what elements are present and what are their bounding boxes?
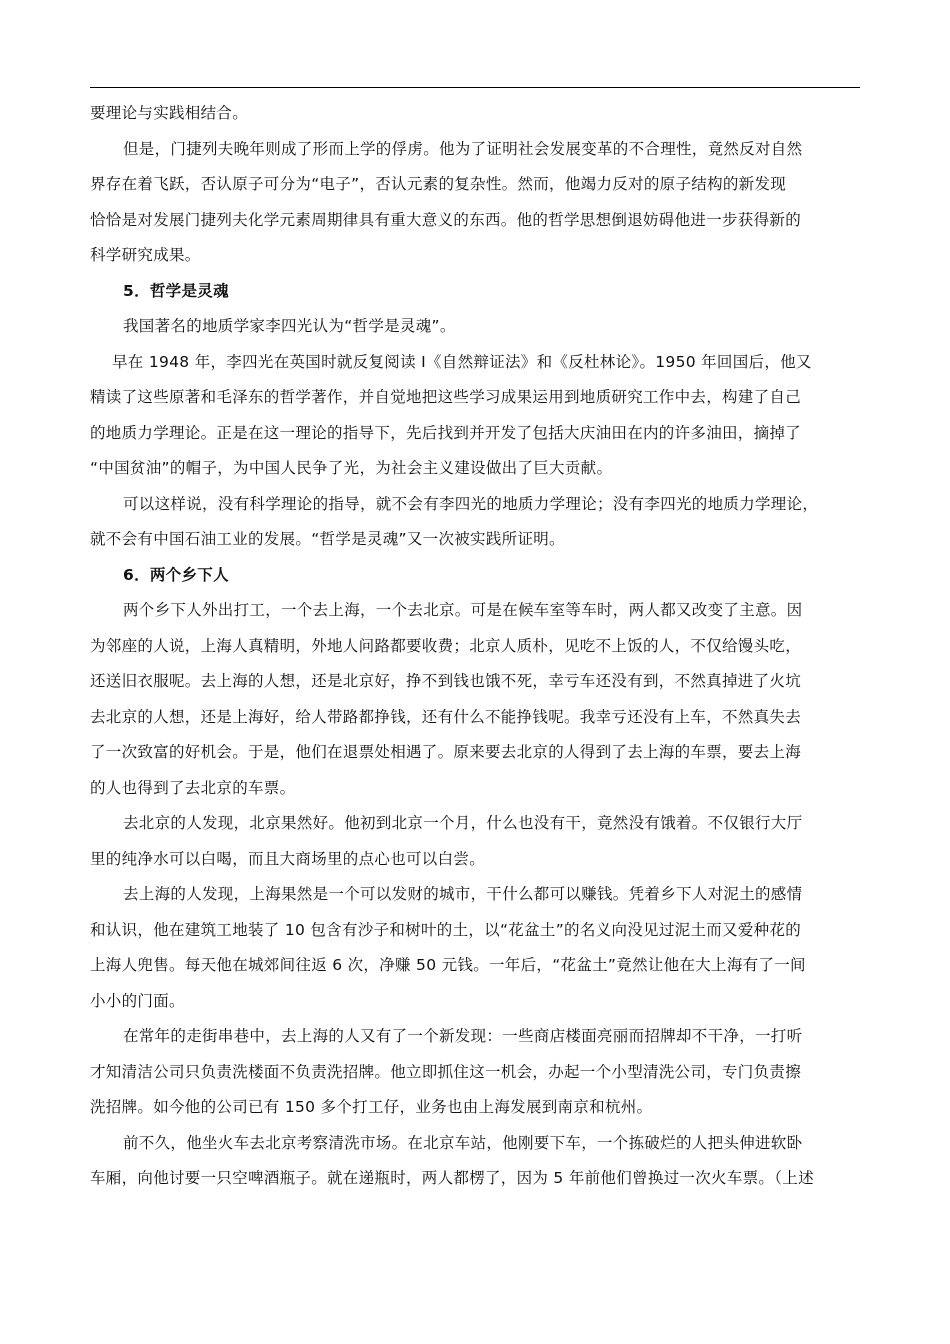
text-line: 上海人兜售。每天他在城郊间往返 6 次，净赚 50 元钱。一年后，“花盆土”竟然让他在大上海有了一间 — [90, 956, 806, 974]
document-body — [90, 96, 865, 1197]
text-line: 了一次致富的好机会。于是，他们在退票处相遇了。原来要去北京的人得到了去上海的车票，要去上海 — [90, 743, 802, 761]
text-line: 的人也得到了去北京的车票。 — [90, 778, 296, 797]
text-line: 恰恰是对发展门捷列夫化学元素周期律具有重大意义的东西。他的哲学思想倒退妨碍他进一步获得新的 — [90, 210, 802, 229]
text-line: 才知清洁公司只负责洗楼面不负责洗招牌。他立即抓住这一机会，办起一个小型清洗公司，专门负责擦 — [90, 1062, 802, 1081]
section-heading-5: 5．哲学是灵魂 — [123, 281, 229, 300]
text-line: 去北京的人发现，北京果然好。他初到北京一个月，什么也没有干，竟然没有饿着。不仅银行大厅 — [123, 814, 803, 832]
text-line: 我国著名的地质学家李四光认为“哲学是灵魂”。 — [123, 317, 456, 335]
text-line: 要理论与实践相结合。 — [90, 104, 249, 122]
text-line: “中国贫油”的帽子，为中国人民争了光，为社会主义建设做出了巨大贡献。 — [90, 459, 613, 477]
text-line: 小小的门面。 — [90, 991, 185, 1010]
section-heading-6: 6．两个乡下人 — [123, 565, 229, 584]
text-line: 还送旧衣服呢。去上海的人想，还是北京好，挣不到钱也饿不死，幸亏车还没有到，不然真掉进了火坑 — [90, 672, 802, 690]
text-line: 精读了这些原著和毛泽东的哲学著作，并自觉地把这些学习成果运用到地质研究工作中去，构建了自己 — [90, 388, 802, 406]
text-line: 的地质力学理论。正是在这一理论的指导下，先后找到并开发了包括大庆油田在内的许多油田，摘掉了 — [90, 423, 802, 442]
text-line: 前不久，他坐火车去北京考察清洗市场。在北京车站，他刚要下车，一个拣破烂的人把头伸进软卧 — [123, 1133, 803, 1152]
text-line: 科学研究成果。 — [90, 246, 201, 264]
header-rule — [90, 87, 860, 88]
text-line: 和认识，他在建筑工地装了 10 包含有沙子和树叶的土，以“花盆土”的名义向没见过泥土而又爱种花的 — [90, 920, 802, 939]
text-line: 早在 1948 年，李四光在英国时就反复阅读 I《自然辩证法》和《反杜林论》。1950 年回国后，他又 — [112, 352, 812, 371]
text-line: 去上海的人发现，上海果然是一个可以发财的城市，干什么都可以赚钱。凭着乡下人对泥土的感情 — [123, 885, 803, 903]
text-line: 可以这样说，没有科学理论的指导，就不会有李四光的地质力学理论；没有李四光的地质力学理论， — [123, 494, 819, 513]
text-line: 里的纯净水可以白喝，而且大商场里的点心也可以白尝。 — [90, 849, 486, 868]
text-line: 洗招牌。如今他的公司已有 150 多个打工仔，业务也由上海发展到南京和杭州。 — [90, 1098, 653, 1116]
text-line: 在常年的走街串巷中，去上海的人又有了一个新发现：一些商店楼面亮丽而招牌却不干净，一打听 — [123, 1027, 803, 1045]
text-line: 为邻座的人说，上海人真精明，外地人问路都要收费；北京人质朴，见吃不上饭的人，不仅给馒头吃， — [90, 636, 802, 655]
text-line: 就不会有中国石油工业的发展。“哲学是灵魂”又一次被实践所证明。 — [90, 530, 565, 548]
text-line: 界存在着飞跃，否认原子可分为“电子”，否认元素的复杂性。然而，他竭力反对的原子结构的新发现 — [90, 175, 787, 193]
text-line: 车厢，向他讨要一只空啤酒瓶子。就在递瓶时，两人都楞了，因为 5 年前他们曾换过一次火车票。（上述 — [90, 1169, 814, 1187]
text-line: 但是，门捷列夫晚年则成了形而上学的俘虏。他为了证明社会发展变革的不合理性，竟然反对自然 — [123, 139, 803, 158]
text-line: 去北京的人想，还是上海好，给人带路都挣钱，还有什么不能挣钱呢。我幸亏还没有上车，不然真失去 — [90, 707, 802, 726]
text-line: 两个乡下人外出打工，一个去上海，一个去北京。可是在候车室等车时，两人都又改变了主意。因 — [123, 601, 803, 619]
